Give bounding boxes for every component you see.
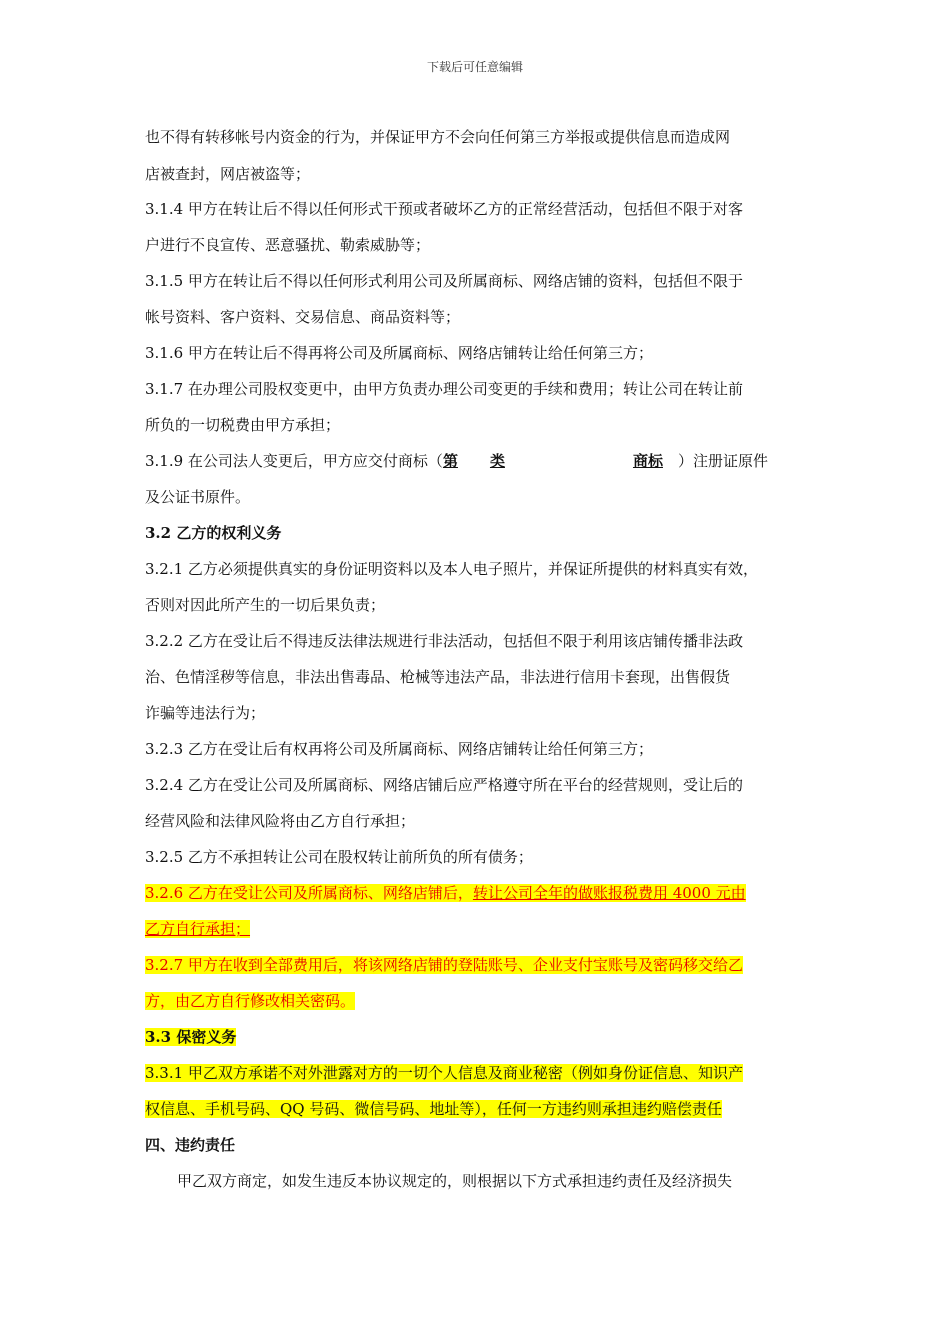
text-line: 户进行不良宣传、恶意骚扰、勒索威胁等； (145, 236, 431, 254)
text-line (145, 918, 250, 940)
highlighted-text: 3.2.7 甲方在收到全部费用后，将该网络店铺的登陆账号、企业支付宝账号及密码移交给乙 (145, 956, 743, 974)
clause-3-2-1: 3.2.1 乙方必须提供真实的身份证明资料以及本人电子照片，并保证所提供的材料真实有效， (145, 560, 758, 578)
highlighted-underlined-text: 乙方自行承担； (145, 920, 251, 938)
clause-3-2-4: 3.2.4 乙方在受让公司及所属商标、网络店铺后应严格遵守所在平台的经营规则，受让后的 (145, 776, 743, 794)
page-header: 下载后可任意编辑 (426, 60, 523, 74)
clause-text: 3.1.9 在公司法人变更后，甲方应交付商标（ (145, 452, 443, 470)
text-line: 及公证书原件。 (145, 488, 251, 506)
clause-3-1-6: 3.1.6 甲方在转让后不得再将公司及所属商标、网络店铺转让给任何第三方； (145, 344, 653, 362)
highlighted-underlined-text: 转让公司全年的做账报税费用 4000 元由 (472, 884, 746, 902)
clause-3-2-5: 3.2.5 乙方不承担转让公司在股权转让前所负的所有债务； (145, 848, 533, 866)
clause-3-2-2: 3.2.2 乙方在受让后不得违反法律法规进行非法活动，包括但不限于利用该店铺传播非法政 (145, 632, 743, 650)
text-line: 经营风险和法律风险将由乙方自行承担； (145, 812, 416, 830)
clause-3-1-9 (145, 450, 768, 472)
text-line (145, 1098, 722, 1120)
field-class-label: 第 (442, 452, 458, 470)
clause-3-1-5: 3.1.5 甲方在转让后不得以任何形式利用公司及所属商标、网络店铺的资料，包括但不限于 (145, 272, 743, 290)
highlighted-text: 3.2.6 乙方在受让公司及所属商标、网络店铺后， (145, 884, 473, 902)
highlighted-text: 权信息、手机号码、QQ 号码、微信号码、地址等），任何一方违约则承担违约赔偿责任 (145, 1100, 722, 1118)
section-heading-4: 四、违约责任 (145, 1136, 236, 1154)
highlighted-text: 3.3.1 甲乙双方承诺不对外泄露对方的一切个人信息及商业秘密（例如身份证信息、知识产 (145, 1064, 743, 1082)
text-line: 店被查封，网店被盗等； (145, 165, 311, 183)
text-line: 否则对因此所产生的一切后果负责； (145, 596, 386, 614)
clause-3-2-7 (145, 954, 743, 976)
text-line: 帐号资料、客户资料、交易信息、商品资料等； (145, 308, 461, 326)
clause-text: ）注册证原件 (677, 452, 768, 470)
clause-3-3-1 (145, 1062, 743, 1084)
field-class-unit: 类 (489, 452, 505, 470)
clause-3-1-7: 3.1.7 在办理公司股权变更中，由甲方负责办理公司变更的手续和费用；转让公司在转让前 (145, 380, 743, 398)
text-line: 所负的一切税费由甲方承担； (145, 416, 341, 434)
text-line: 诈骗等违法行为； (145, 704, 266, 722)
text-line: 也不得有转移帐号内资金的行为，并保证甲方不会向任何第三方举报或提供信息而造成网 (145, 128, 731, 146)
section-heading-3-3 (145, 1026, 236, 1048)
clause-3-2-3: 3.2.3 乙方在受让后有权再将公司及所属商标、网络店铺转让给任何第三方； (145, 740, 653, 758)
trademark-field (443, 450, 678, 472)
field-trademark-label: 商标 (632, 452, 663, 470)
paragraph-first-line: 甲乙双方商定，如发生违反本协议规定的，则根据以下方式承担违约责任及经济损失 (177, 1172, 733, 1190)
text-line (145, 990, 355, 1012)
text-line: 治、色情淫秽等信息，非法出售毒品、枪械等违法产品，非法进行信用卡套现，出售假货 (145, 668, 731, 686)
highlighted-heading: 3.3 保密义务 (145, 1028, 237, 1046)
clause-3-1-4: 3.1.4 甲方在转让后不得以任何形式干预或者破坏乙方的正常经营活动，包括但不限于对客 (145, 200, 743, 218)
section-heading-3-2: 3.2 乙方的权利义务 (145, 524, 282, 542)
clause-3-2-6 (145, 882, 746, 904)
highlighted-text: 方，由乙方自行修改相关密码。 (145, 992, 356, 1010)
